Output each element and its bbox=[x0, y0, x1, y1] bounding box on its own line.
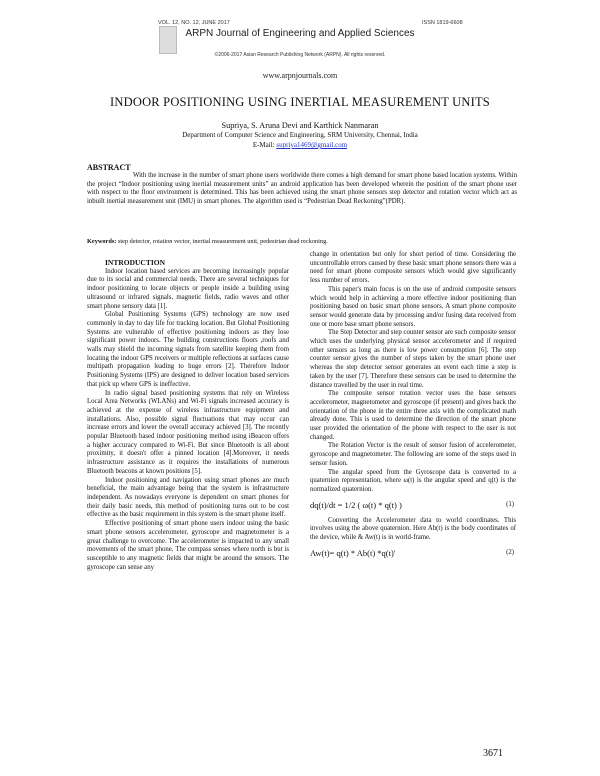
equation-1-body: dq(t)/dt = 1/2 ( ω(t) * q(t) ) bbox=[310, 500, 402, 511]
equation-2-body: Aw(t)= q(t) * Ab(t) *q(t)' bbox=[310, 548, 396, 559]
paragraph: This paper's main focus is on the use of android composite sensors which would help in achieving a more effective indoor positioning than positioning based on basic smart phone sensors. A smart phone composite sensor would generate data by processing and/or fusing data received from one or more base smart phone sensors. bbox=[310, 285, 516, 328]
page-number: 3671 bbox=[483, 748, 503, 759]
email-label: E-Mail: bbox=[252, 141, 275, 149]
equation-2-number: (2) bbox=[506, 549, 514, 557]
paper-title: INDOOR POSITIONING USING INERTIAL MEASUREMENT UNITS bbox=[110, 95, 490, 109]
paragraph: Effective positioning of smart phone users indoor using the basic smart phone sensors accelerometer, gyroscope and magnetometer is a great challenge to overcome. The accelerometer is impacted to any small movements of the smart phone. The compass senses where north is but is susceptible to any magnetic fields that might be around the sensors. The gyroscope can sense any bbox=[87, 520, 289, 571]
equation-1-number: (1) bbox=[506, 501, 514, 509]
website[interactable]: www.arpnjournals.com bbox=[262, 71, 338, 80]
paragraph: Global Positioning Systems (GPS) technology are now used commonly in day to day life for tracking location. But Global Positioning Systems are vulnerable of effective positioning indoors as they lose significant power indoors. The building constructions floors ,roofs and walls may shield the incoming signals from satellite keeping them from locating the indoor GPS receivers or multiple reflections at surfaces cause multipath propagation leading to huge errors [2]. Therefore Indoor Positioning Systems (IPS) are designed to deliver location based services that pick up where GPS is ineffective. bbox=[87, 311, 289, 388]
paragraph: The composite sensor rotation vector uses the base sensors accelerometer, magnetometer and gyroscope (if present) and gives back the orientation of the phone in the entire three axis with the complicated math already done. This is used to determine the direction of the smart phone user provided the orientation of the phone with respect to the user is not changed. bbox=[310, 390, 516, 441]
paragraph: The angular speed from the Gyroscope data is converted to a quaternion representation, where ω(t) is the angular speed and q(t) is the normalized quaternion. bbox=[310, 468, 516, 493]
volume-line: VOL. 12, NO. 12, JUNE 2017 bbox=[158, 20, 230, 26]
paragraph: The Rotation Vector is the result of sensor fusion of accelerometer, gyroscope and magnetometer. The following are some of the steps used in sensor fusion. bbox=[310, 442, 516, 467]
paragraph: The Step Detector and step counter sensor are such composite sensor which uses the underlying physical sensor accelerometer and if required other sensors as long as there is low power consumption [6]. The step counter sensor gives the number of steps taken by the smart phone user whereas the step detector sensor generates an event each time a step is taken by the user [7]. Therefore these sensors can be used to determine the distance travelled by the user in real time. bbox=[310, 329, 516, 389]
paragraph: In radio signal based positioning systems that rely on Wireless Local Area Networks (WLANs) and Wi-Fi signals increased accuracy is achieved at the expense of wireless infrastructure equipment and installations. Also, possible signal fluctuations that may occur can increase errors and lower the overall accuracy achieved [3]. The recently popular Bluetooth based indoor positioning method using iBeacon offers a higher accuracy compared to Wi-Fi. But since Bluetooth is all about proximity, it doesn't offer a pinned location [4].Moreover, it needs infrastructure assistance as it requires the installations of numerous Bluetooth beacons at known positions [5]. bbox=[87, 389, 289, 475]
paragraph: Indoor location based services are becoming increasingly popular due to its social and commercial needs. There are several techniques for indoor positioning to locate objects or people inside a building using ultrasound or infrared signals, magnetic fields, radio waves and other smart phone sensory data [1]. bbox=[87, 267, 289, 310]
affiliation: Department of Computer Science and Engineering, SRM University, Chennai, India bbox=[182, 131, 418, 139]
issn: ISSN 1819-6608 bbox=[422, 20, 463, 26]
email-line bbox=[0, 141, 600, 149]
abstract-text: With the increase in the number of smart phone users worldwide there comes a high demand for smart phone based location systems. Within the project “Indoor positioning using inertial measurement units” an android application has been developed wherein the position of the smart phone user with respect to the floor environment is determined. This has been achieved using the smart phone sensors step detector and rotation vector which act as inbuilt inertial measurement unit (IMU) in smart phones. The algorithm used is “Pedestrian Dead Reckoning”(PDR). bbox=[87, 172, 517, 205]
paragraph: change in orientation but only for short period of time. Considering the uncontrollable errors caused by these basic smart phone sensors there was a need for smart phone composite sensors which would give significantly less number of errors. bbox=[310, 251, 516, 285]
authors: Supriya, S. Aruna Devi and Karthick Nanmaran bbox=[221, 121, 379, 130]
paragraph: Indoor positioning and navigation using smart phones are much beneficial, the main advantage being that the system is infrastructure independent. As nowadays everyone is dependent on smart phones for their daily basic needs, this method of positioning turns out to be cost effective as the basic requirement in this system is the smart phone itself. bbox=[87, 476, 289, 519]
keywords-label: Keywords: bbox=[87, 238, 117, 245]
keywords bbox=[87, 238, 517, 245]
right-column bbox=[310, 251, 516, 565]
equation-2 bbox=[310, 543, 516, 565]
journal-name: ARPN Journal of Engineering and Applied Sciences bbox=[185, 28, 415, 39]
copyright: ©2006-2017 Asian Research Publishing Network (ARPN). All rights reserved. bbox=[214, 52, 386, 58]
keywords-text: step detector, rotation vector, inertial measurement unit, pedestrian dead reckoning. bbox=[117, 238, 328, 245]
intro-heading: INTRODUCTION bbox=[105, 258, 166, 267]
email-link[interactable]: supriya1469@gmail.com bbox=[276, 141, 348, 149]
paragraph: Converting the Accelerometer data to world coordinates. This involves using the above quaternion. Here Ab(t) is the body coordinates of the device, while & Aw(t) is in world-frame. bbox=[310, 516, 516, 542]
left-column bbox=[87, 259, 289, 572]
abstract-heading: ABSTRACT bbox=[87, 163, 131, 172]
equation-1 bbox=[310, 495, 516, 517]
